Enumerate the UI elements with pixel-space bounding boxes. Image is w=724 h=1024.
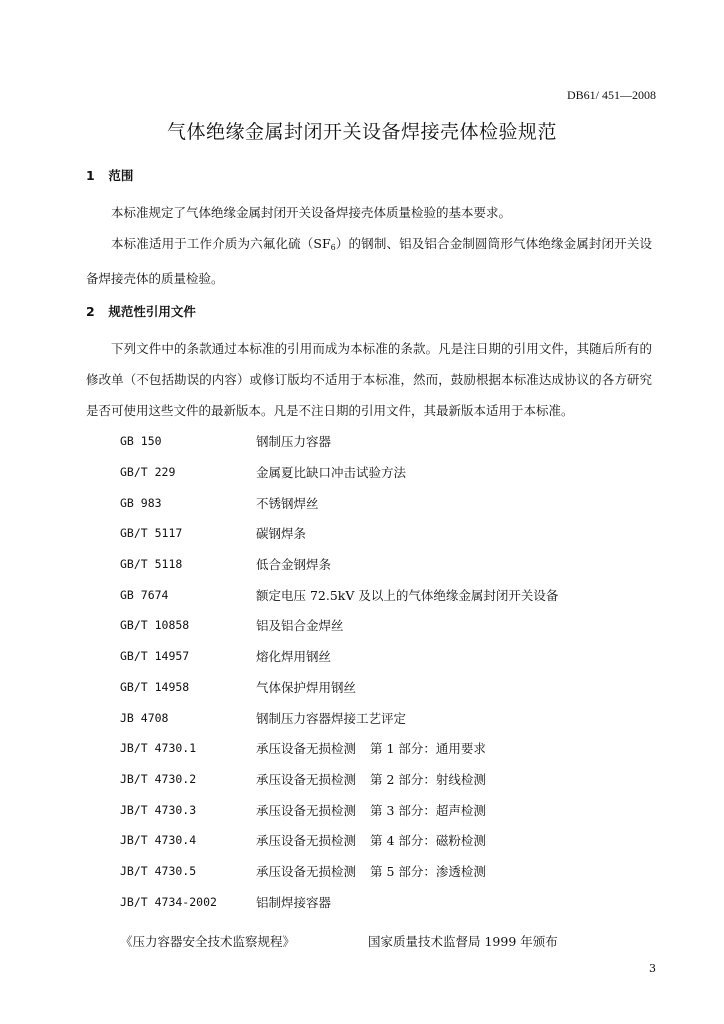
reference-row [120, 610, 640, 641]
reference-row [120, 702, 640, 733]
reference-code: JB/T 4730.5 [120, 863, 197, 878]
reference-code: GB/T 14957 [120, 649, 190, 664]
reference-row [120, 579, 640, 610]
sf6-subscript: 6 [330, 243, 336, 252]
reference-code: JB/T 4734-2002 [120, 894, 217, 909]
reference-code: GB 7674 [120, 587, 169, 602]
section-2-heading [86, 302, 196, 320]
reference-code: JB/T 4730.3 [120, 802, 197, 817]
section-2-number: 2 [86, 304, 95, 319]
regulation-row [120, 932, 558, 950]
reference-code: JB 4708 [120, 710, 169, 725]
reference-title-text: 不锈钢焊丝 [256, 495, 319, 511]
reference-title [256, 586, 558, 604]
page-number: 3 [649, 962, 656, 975]
normative-references-paragraph: 下列文件中的条款通过本标准的引用而成为本标准的条款。凡是注日期的引用文件，其随后所有的修改单（不包括勘误的内容）或修订版均不适用于本标准，然而，鼓励根据本标准达成协议的各方研究是否可使用这些文件的最新版本。凡是不注日期的引用文件，其最新版本适用于本标准。 [86, 341, 652, 418]
reference-code: GB/T 14958 [120, 679, 190, 694]
reference-code: GB/T 229 [120, 465, 176, 480]
reference-title [256, 494, 319, 512]
reference-title-text: 承压设备无损检测 [256, 771, 357, 787]
reference-code: GB/T 10858 [120, 618, 190, 633]
section-1-number: 1 [86, 168, 95, 183]
reference-title [256, 463, 406, 481]
reference-title [256, 770, 486, 788]
scope-paragraph-1: 本标准规定了气体绝缘金属封闭开关设备焊接壳体质量检验的基本要求。 [111, 205, 512, 220]
reference-row [120, 794, 640, 825]
reference-code: JB/T 4730.2 [120, 771, 197, 786]
section-2-title: 规范性引用文件 [108, 304, 196, 319]
reference-title-text: 钢制压力容器 [256, 434, 332, 450]
reference-title [256, 831, 486, 849]
section-1-heading [86, 166, 133, 184]
reference-row [120, 549, 640, 580]
reference-row [120, 641, 640, 672]
document-title: 气体绝缘金属封闭开关设备焊接壳体检验规范 [166, 121, 557, 143]
scope-paragraph-2-text-b: ）的钢制、铝及铝合金制圆筒形气体绝缘金属封闭开关设备焊接壳体的质量检验。 [86, 236, 652, 286]
reference-part: 第 4 部分：磁粉检测 [370, 833, 486, 849]
reference-code: JB/T 4730.4 [120, 833, 197, 848]
scope-paragraph-2 [86, 228, 652, 294]
reference-row [120, 856, 640, 887]
reference-title-text: 承压设备无损检测 [256, 863, 357, 879]
reference-title [256, 709, 406, 727]
regulation-issuer: 国家质量技术监督局 1999 年颁布 [367, 934, 558, 949]
reference-part: 第 5 部分：渗透检测 [370, 863, 486, 879]
reference-title [256, 893, 331, 911]
reference-title-text: 金属夏比缺口冲击试验方法 [256, 465, 407, 481]
reference-title-text: 铝及铝合金焊丝 [256, 618, 344, 634]
reference-code: GB/T 5117 [120, 526, 183, 541]
reference-title-text: 承压设备无损检测 [256, 741, 357, 757]
reference-title-text: 低合金钢焊条 [256, 557, 332, 573]
reference-part: 第 3 部分：超声检测 [370, 802, 486, 818]
reference-code: GB 983 [120, 495, 162, 510]
reference-title [256, 647, 331, 665]
reference-row [120, 764, 640, 795]
reference-title-text: 熔化焊用钢丝 [256, 649, 332, 665]
reference-row [120, 487, 640, 518]
reference-code: GB/T 5118 [120, 557, 183, 572]
reference-title-text: 碳钢焊条 [256, 526, 307, 542]
reference-row [120, 825, 640, 856]
reference-part: 第 1 部分：通用要求 [370, 741, 486, 757]
reference-list [120, 426, 640, 917]
scope-paragraph-2-text-a: 本标准适用于工作介质为六氟化硫（SF [111, 236, 331, 251]
reference-title [256, 524, 306, 542]
reference-title-text: 承压设备无损检测 [256, 833, 357, 849]
standard-code: DB61/ 451—2008 [566, 88, 656, 102]
reference-row [120, 672, 640, 703]
reference-title [256, 862, 486, 880]
reference-title-text: 承压设备无损检测 [256, 802, 357, 818]
reference-title [256, 678, 356, 696]
reference-row [120, 457, 640, 488]
reference-title [256, 555, 331, 573]
reference-title-text: 气体保护焊用钢丝 [256, 679, 357, 695]
reference-row [120, 426, 640, 457]
reference-title-text: 钢制压力容器焊接工艺评定 [256, 710, 407, 726]
reference-row [120, 733, 640, 764]
regulation-name: 《压力容器安全技术监察规程》 [120, 934, 296, 949]
reference-title [256, 432, 331, 450]
section-1-title: 范围 [108, 168, 134, 183]
reference-row [120, 518, 640, 549]
reference-part: 第 2 部分：射线检测 [370, 771, 486, 787]
reference-title-text: 铝制焊接容器 [256, 894, 332, 910]
reference-code: GB 150 [120, 434, 162, 449]
reference-row [120, 886, 640, 917]
reference-title [256, 616, 344, 634]
reference-title-text: 额定电压 72.5kV 及以上的气体绝缘金属封闭开关设备 [256, 587, 559, 603]
reference-title [256, 801, 486, 819]
reference-code: JB/T 4730.1 [120, 741, 197, 756]
reference-title [256, 739, 486, 757]
